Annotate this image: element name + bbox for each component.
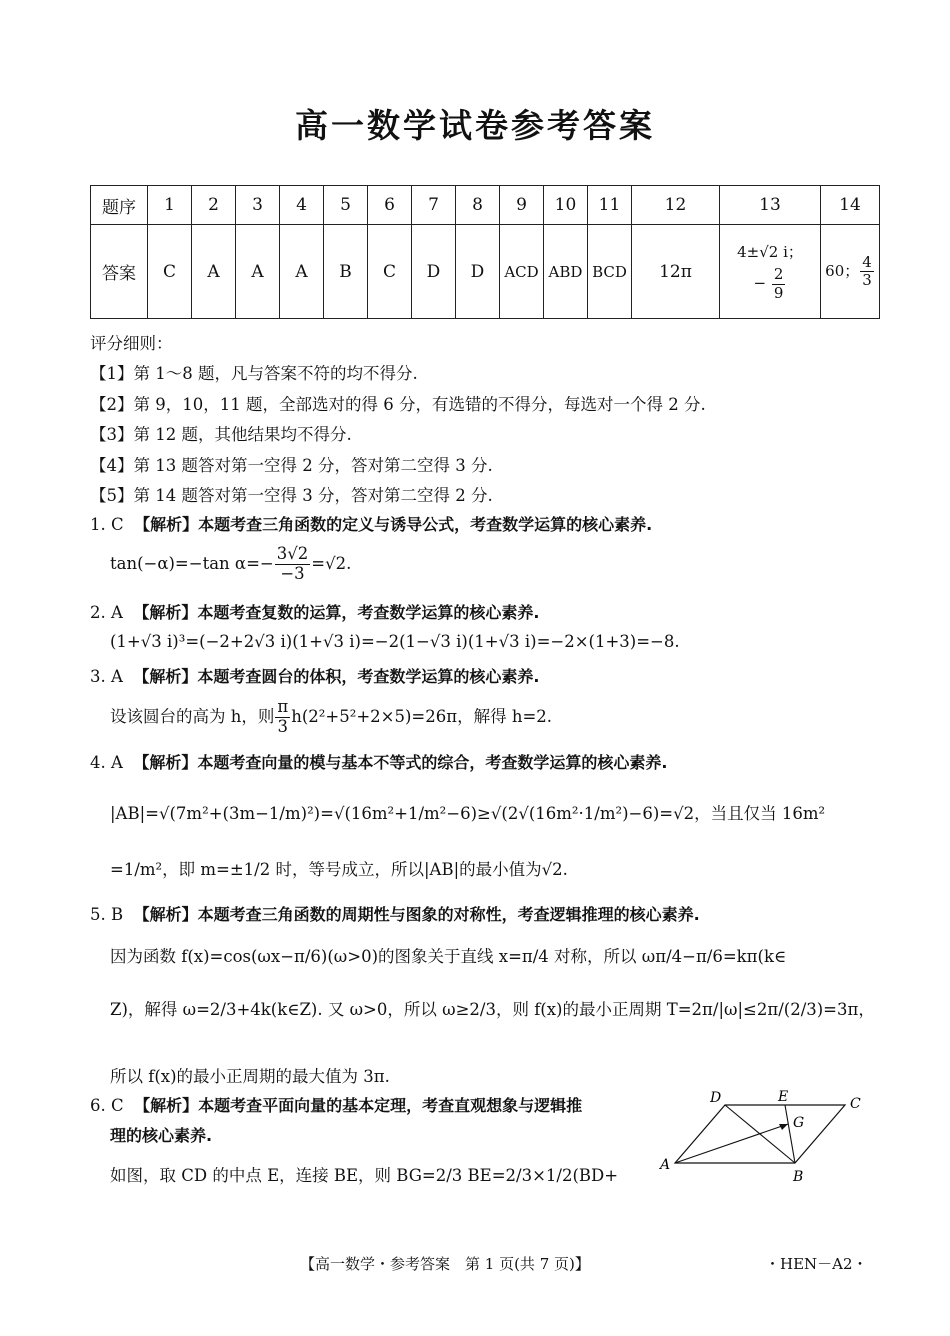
question-number: 13 (720, 186, 821, 225)
fraction-denominator: 9 (773, 283, 784, 302)
question-number: 6 (368, 186, 412, 225)
fraction-denominator: −3 (280, 563, 305, 583)
formula-fraction (275, 545, 311, 584)
solution-1-heading (90, 512, 652, 535)
table-header-row (91, 186, 880, 225)
footer-code: ・HEN－A2・ (765, 1255, 868, 1273)
answer-14-prefix: 60； (825, 261, 860, 280)
answer-14-fraction (860, 254, 874, 290)
scoring-rule: 【2】第 9，10，11 题，全部选对的得 6 分，有选错的不得分，每选对一个得 2 分. (90, 395, 706, 414)
solution-3-heading (90, 664, 540, 687)
question-number: 2 (192, 186, 236, 225)
answer-cell-13 (720, 225, 821, 319)
solution-number: 1. C (90, 515, 124, 534)
solution-number: 5. B (90, 905, 124, 924)
solution-2-heading (90, 600, 540, 623)
scoring-rule: 【5】第 14 题答对第一空得 3 分，答对第二空得 2 分. (90, 486, 493, 505)
scoring-rule: 【4】第 13 题答对第一空得 2 分，答对第二空得 3 分. (90, 456, 493, 475)
footer-page-info: 【高一数学・参考答案 第 1 页(共 7 页)】 (300, 1255, 590, 1273)
scoring-heading: 评分细则： (90, 334, 173, 353)
answer-table (90, 185, 880, 319)
parallelogram-figure (655, 1085, 870, 1190)
solution-4-heading (90, 750, 668, 773)
question-number: 12 (632, 186, 720, 225)
answer-cell: ABD (544, 225, 588, 319)
solution-tag: 【解析】本题考查平面向量的基本定理，考查直观想象与逻辑推 (134, 1096, 583, 1115)
answer-cell: A (192, 225, 236, 319)
segment-be (785, 1105, 795, 1163)
answer-cell: C (368, 225, 412, 319)
solution-2-formula: (1+√3 i)³=(−2+2√3 i)(1+√3 i)=−2(1−√3 i)(1+√3 i)=−2×(1+3)=−8. (110, 632, 680, 651)
solution-1-formula (110, 545, 351, 584)
answer-13-sign: − (753, 274, 767, 292)
solution-4-formula-line2: =1/m²，即 m=±1/2 时，等号成立，所以|AB|的最小值为√2. (110, 860, 568, 879)
scoring-rule: 【1】第 1～8 题，凡与答案不符的均不得分. (90, 364, 418, 383)
formula-text: 设该圆台的高为 h，则 (110, 706, 275, 726)
formula-fraction (275, 698, 290, 737)
question-number: 4 (280, 186, 324, 225)
solution-number: 6. C (90, 1096, 124, 1115)
label-c: C (850, 1096, 861, 1112)
formula-text: =√2. (311, 553, 352, 573)
fraction-numerator: π (277, 697, 289, 716)
fraction-numerator: 2 (773, 265, 784, 284)
answer-cell: C (148, 225, 192, 319)
label-a: A (660, 1157, 671, 1173)
solution-6-tag-continuation: 理的核心素养. (110, 1126, 213, 1145)
fraction-numerator: 3√2 (276, 544, 309, 563)
solution-number: 2. A (90, 603, 123, 622)
answer-13-fraction (772, 266, 786, 302)
solution-5-formula-line1: 因为函数 f(x)=cos(ωx−π/6)(ω>0)的图象关于直线 x=π/4 对称，所以 ωπ/4−π/6=kπ(k∈ (110, 947, 787, 966)
answer-cell: A (280, 225, 324, 319)
solution-tag: 【解析】本题考查向量的模与基本不等式的综合，考查数学运算的核心素养. (133, 753, 668, 772)
solution-tag: 【解析】本题考查复数的运算，考查数学运算的核心素养. (133, 603, 540, 622)
answer-cell-14 (821, 225, 880, 319)
answer-cell: BCD (588, 225, 632, 319)
table-answer-row (91, 225, 880, 319)
formula-text: h(2²+5²+2×5)=26π，解得 h=2. (291, 706, 553, 726)
answer-cell: D (412, 225, 456, 319)
question-number: 8 (456, 186, 500, 225)
solution-6-formula: 如图，取 CD 的中点 E，连接 BE，则 BG=2/3 BE=2/3×1/2(BD+ (110, 1166, 619, 1185)
answer-cell: D (456, 225, 500, 319)
solution-3-formula (110, 698, 552, 737)
answer-label: 答案 (91, 225, 148, 319)
solution-4-formula-line1: |AB|=√(7m²+(3m−1/m)²)=√(16m²+1/m²−6)≥√(2√(16m²·1/m²)−6)=√2，当且仅当 16m² (110, 804, 826, 823)
solution-number: 3. A (90, 667, 123, 686)
solution-number: 4. A (90, 753, 123, 772)
solution-tag: 【解析】本题考查三角函数的定义与诱导公式，考查数学运算的核心素养. (134, 515, 653, 534)
header-label: 题序 (91, 186, 148, 225)
solution-tag: 【解析】本题考查圆台的体积，考查数学运算的核心素养. (133, 667, 540, 686)
formula-text: tan(−α)=−tan α=− (110, 553, 274, 573)
question-number: 5 (324, 186, 368, 225)
question-number: 1 (148, 186, 192, 225)
fraction-denominator: 3 (862, 271, 872, 289)
question-number: 10 (544, 186, 588, 225)
answer-cell: B (324, 225, 368, 319)
label-b: B (793, 1169, 804, 1185)
label-g: G (793, 1115, 805, 1131)
question-number: 3 (236, 186, 280, 225)
solution-tag: 【解析】本题考查三角函数的周期性与图象的对称性，考查逻辑推理的核心素养. (133, 905, 700, 924)
answer-cell: A (236, 225, 280, 319)
fraction-denominator: 3 (277, 716, 289, 736)
solution-5-formula-line2: Z)，解得 ω=2/3+4k(k∈Z). 又 ω>0，所以 ω≥2/3，则 f(x)的最小正周期 T=2π/|ω|≤2π/(2/3)=3π， (110, 1000, 875, 1019)
solution-5-heading (90, 902, 700, 925)
answer-cell: ACD (500, 225, 544, 319)
question-number: 11 (588, 186, 632, 225)
solution-5-formula-line3: 所以 f(x)的最小正周期的最大值为 3π. (110, 1067, 390, 1086)
label-e: E (778, 1089, 789, 1105)
solution-6-heading (90, 1093, 582, 1116)
question-number: 7 (412, 186, 456, 225)
answer-cell: 12π (632, 225, 720, 319)
label-d: D (710, 1090, 722, 1106)
page-title: 高一数学试卷参考答案 (295, 106, 655, 145)
question-number: 9 (500, 186, 544, 225)
answer-13-line1: 4±√2 i； (737, 243, 803, 262)
fraction-numerator: 4 (862, 252, 872, 271)
question-number: 14 (821, 186, 880, 225)
scoring-rule: 【3】第 12 题，其他结果均不得分. (90, 425, 352, 444)
